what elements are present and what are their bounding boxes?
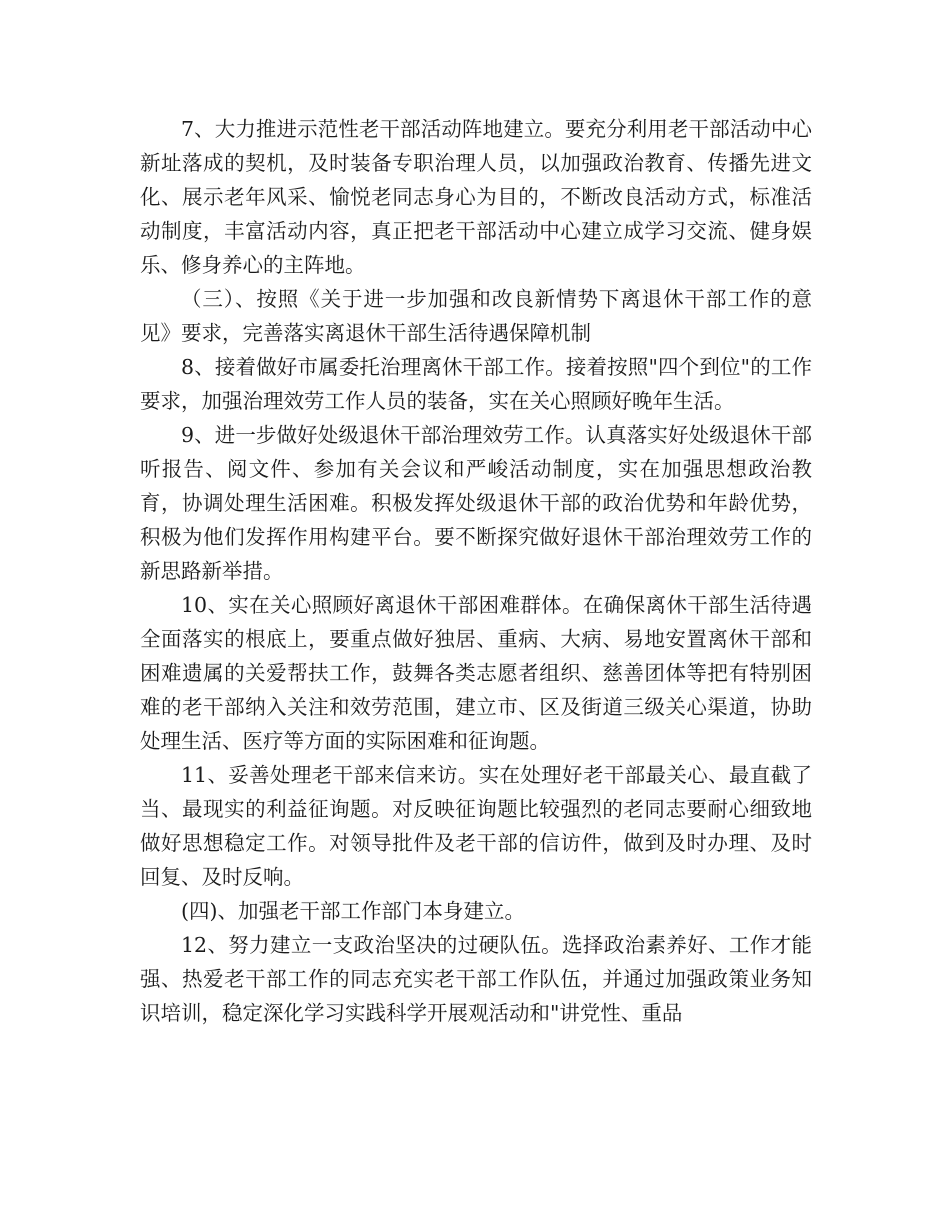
document-body [140, 112, 812, 1030]
paragraph-item-9: 9、进一步做好处级退休干部治理效劳工作。认真落实好处级退休干部听报告、阅文件、参加有关会议和严峻活动制度，实在加强思想政治教育，协调处理生活困难。积极发挥处级退休干部的政治优势和年龄优势，积极为他们发挥作用构建平台。要不断探究做好退休干部治理效劳工作的新思路新举措。 [140, 423, 812, 583]
paragraph-item-8: 8、接着做好市属委托治理离休干部工作。接着按照"四个到位"的工作要求，加强治理效劳工作人员的装备，实在关心照顾好晚年生活。 [140, 355, 812, 413]
section-heading-4: (四)、加强老干部工作部门本身建立。 [181, 899, 525, 923]
section-heading-3: （三）、按照《关于进一步加强和改良新情势下离退休干部工作的意见》要求，完善落实离退休干部生活待遇保障机制 [140, 287, 812, 345]
paragraph-item-12: 12、努力建立一支政治坚决的过硬队伍。选择政治素养好、工作才能强、热爱老干部工作的同志充实老干部工作队伍，并通过加强政策业务知识培训，稳定深化学习实践科学开展观活动和"讲党性、重品 [140, 933, 812, 1025]
paragraph-item-7: 7、大力推进示范性老干部活动阵地建立。要充分利用老干部活动中心新址落成的契机，及时装备专职治理人员，以加强政治教育、传播先进文化、展示老年风采、愉悦老同志身心为目的，不断改良活动方式，标准活动制度，丰富活动内容，真正把老干部活动中心建立成学习交流、健身娱乐、修身养心的主阵地。 [140, 117, 812, 277]
paragraph-item-11: 11、妥善处理老干部来信来访。实在处理好老干部最关心、最直截了当、最现实的利益征询题。对反映征询题比较强烈的老同志要耐心细致地做好思想稳定工作。对领导批件及老干部的信访件，做到及时办理、及时回复、及时反响。 [140, 763, 812, 889]
paragraph-item-10: 10、实在关心照顾好离退休干部困难群体。在确保离休干部生活待遇全面落实的根底上，要重点做好独居、重病、大病、易地安置离休干部和困难遗属的关爱帮扶工作，鼓舞各类志愿者组织、慈善团体等把有特别困难的老干部纳入关注和效劳范围，建立市、区及街道三级关心渠道，协助处理生活、医疗等方面的实际困难和征询题。 [140, 593, 812, 753]
